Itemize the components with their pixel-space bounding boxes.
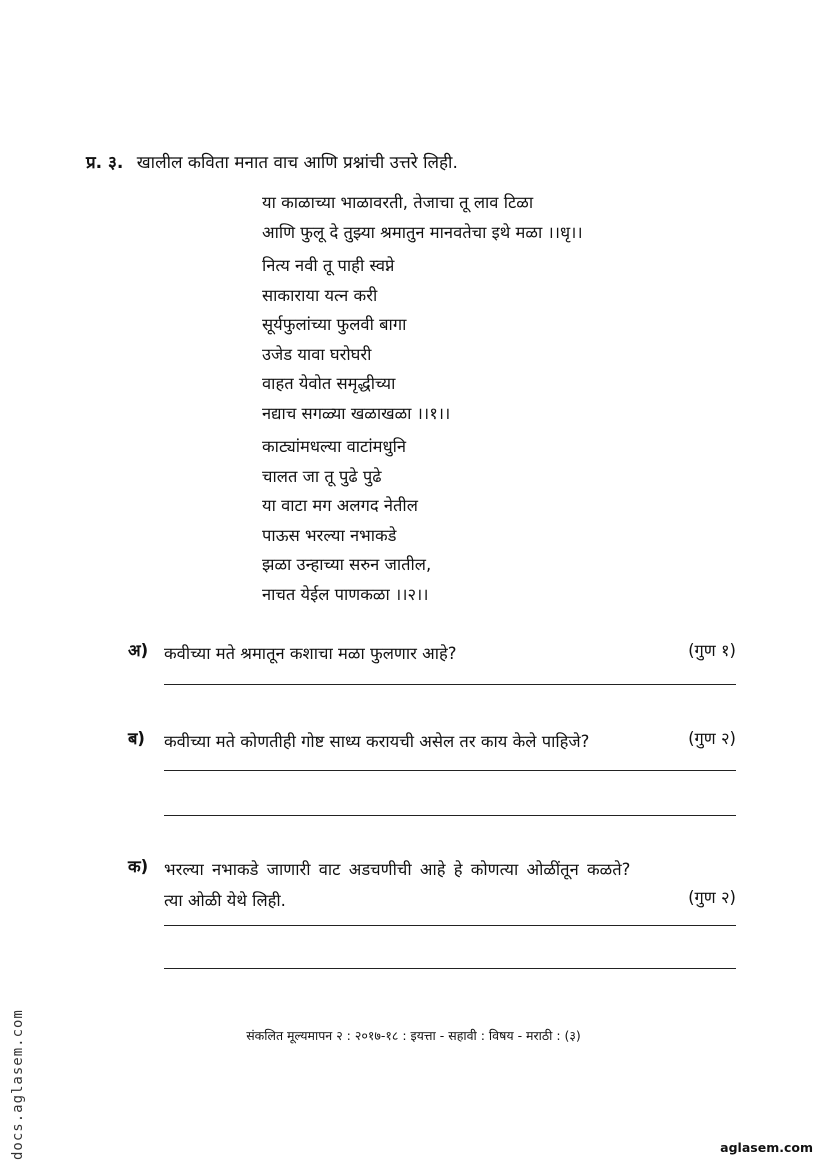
subquestion-label: क)	[128, 857, 149, 876]
subquestion-marks: (गुण २)	[688, 729, 736, 748]
page-footer: संकलित मूल्यमापन २ : २०१७-१८ : इयत्ता - सहावी : विषय - मराठी : (३)	[246, 1028, 581, 1043]
subquestion-label: अ)	[128, 641, 149, 660]
brand-text: aglasem.com	[720, 1140, 813, 1155]
question-instruction: खालील कविता मनात वाच आणि प्रश्नांची उत्तरे लिही.	[136, 153, 458, 173]
subquestion-b	[128, 726, 736, 758]
poem-line: नित्य नवी तू पाही स्वप्ने	[262, 256, 395, 275]
poem-line: या काळाच्या भाळावरती, तेजाचा तू लाव टिळा	[262, 193, 534, 212]
question-number: प्र. ३.	[86, 153, 124, 173]
poem-line: झळा उन्हाच्या सरुन जातील,	[262, 555, 432, 574]
answer-line[interactable]	[164, 925, 736, 926]
subquestion-marks: (गुण १)	[688, 641, 736, 660]
watermark-text: docs.aglasem.com	[10, 1009, 26, 1160]
poem-line: काट्यांमधल्या वाटांमधुनि	[262, 437, 407, 456]
poem-line: आणि फुलू दे तुझ्या श्रमातुन मानवतेचा इथे मळा ।।धृ।।	[262, 222, 583, 242]
answer-line[interactable]	[164, 815, 736, 816]
subquestion-text: कवीच्या मते श्रमातून कशाचा मळा फुलणार आहे?	[164, 644, 457, 663]
subquestion-text-line2: त्या ओळी येथे लिही.	[164, 891, 286, 910]
subquestion-text: कवीच्या मते कोणतीही गोष्ट साध्य करायची असेल तर काय केले पाहिजे?	[164, 732, 590, 751]
poem-line: पाऊस भरल्या नभाकडे	[262, 525, 397, 545]
question-header	[86, 150, 458, 173]
subquestion-marks: (गुण २)	[688, 888, 736, 907]
answer-line[interactable]	[164, 770, 736, 771]
poem-line: साकाराया यत्न करी	[262, 285, 378, 305]
answer-line[interactable]	[164, 684, 736, 685]
poem-line: नाचत येईल पाणकळा ।।२।।	[262, 584, 429, 604]
subquestion-text-line1: भरल्या नभाकडे जाणारी वाट अडचणीची आहे हे कोणत्या ओळींतून कळते?	[164, 860, 631, 879]
poem-line: सूर्यफुलांच्या फुलवी बागा	[262, 315, 407, 334]
poem-line: या वाटा मग अलगद नेतील	[262, 496, 418, 515]
poem-line: वाहत येवोत समृद्धीच्या	[262, 374, 396, 393]
poem-line: उजेड यावा घरोघरी	[262, 344, 372, 364]
subquestion-label: ब)	[128, 729, 145, 748]
subquestion-c	[128, 854, 736, 918]
answer-line[interactable]	[164, 968, 736, 969]
subquestion-a	[128, 638, 736, 670]
poem	[262, 188, 583, 609]
poem-line: चालत जा तू पुढे पुढे	[262, 466, 382, 486]
poem-line: नद्याच सगळ्या खळाखळा ।।१।।	[262, 403, 451, 423]
